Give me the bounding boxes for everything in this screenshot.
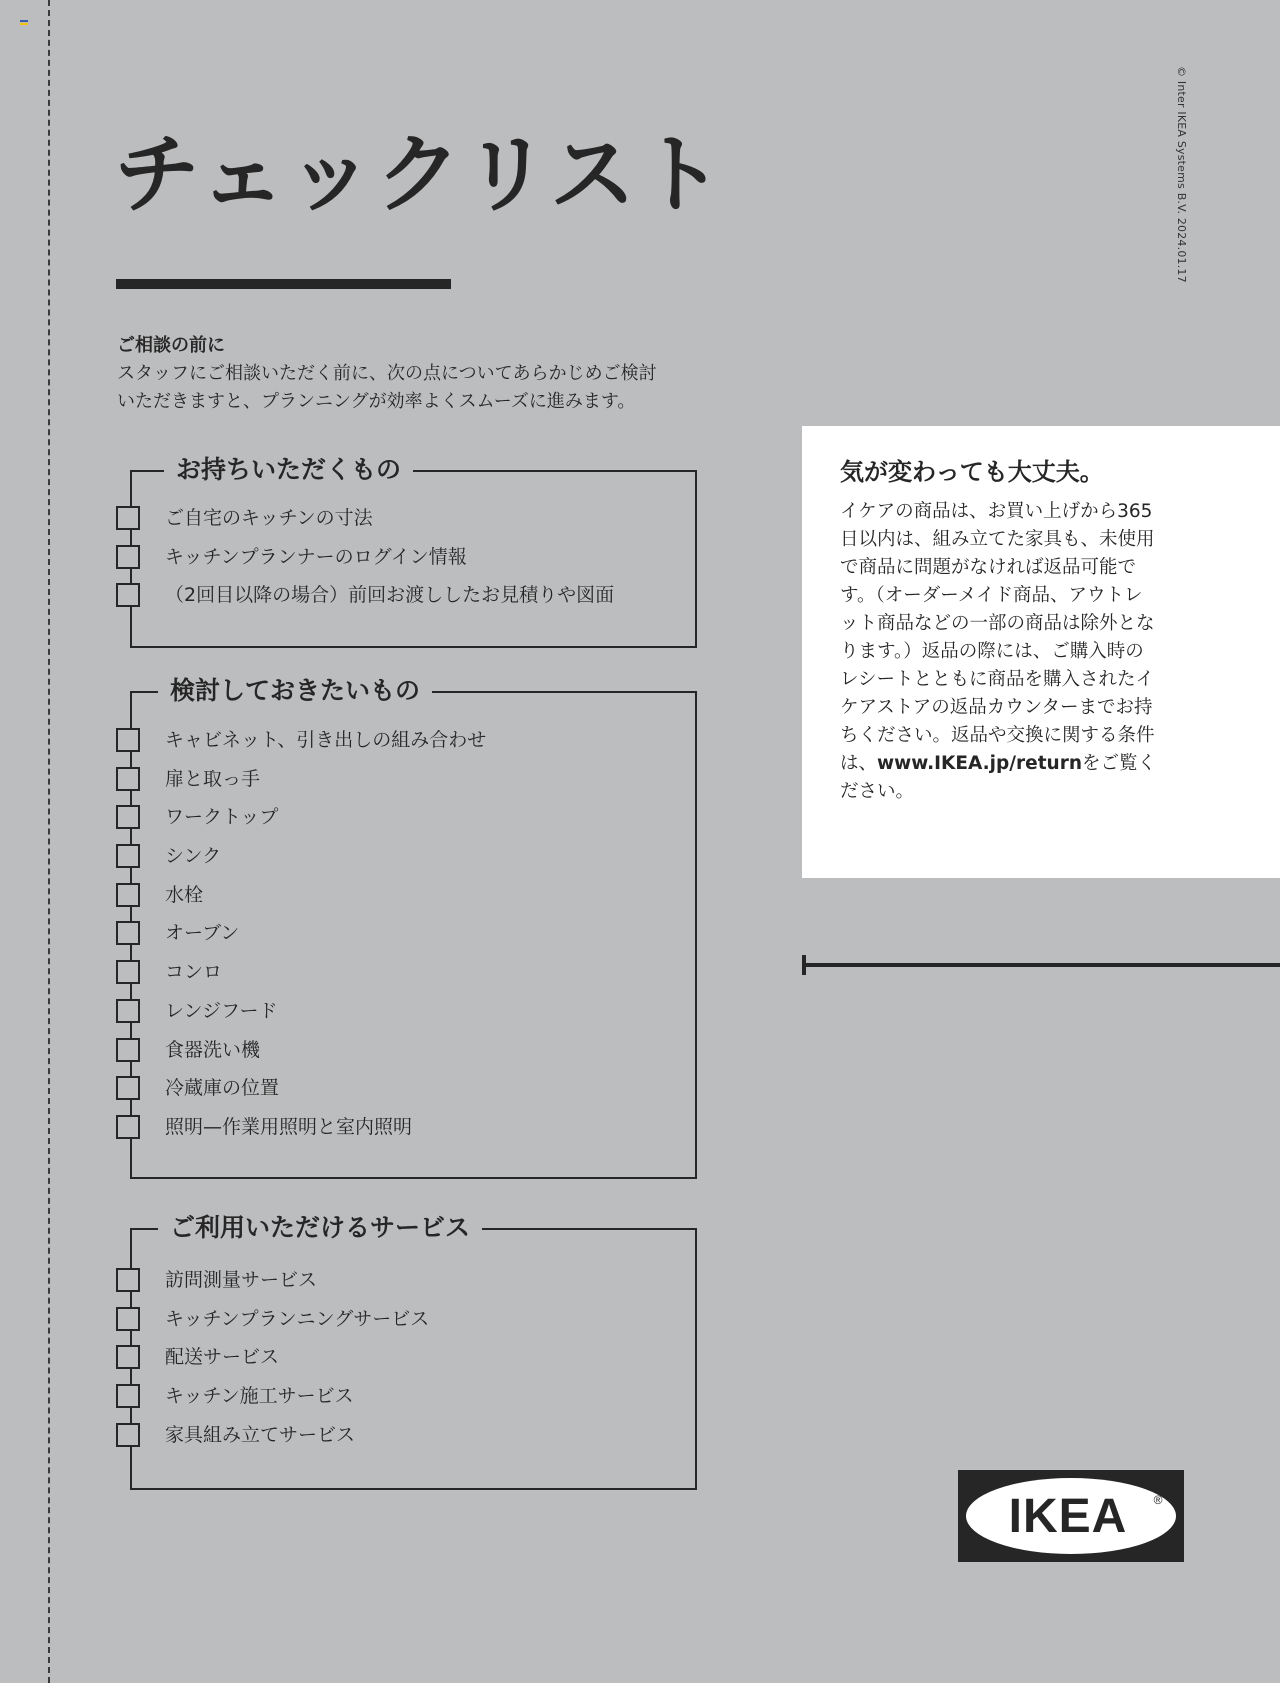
checklist-item-label: コンロ xyxy=(165,961,223,984)
corner-color-mark xyxy=(20,20,28,26)
checkbox[interactable] xyxy=(116,1345,140,1369)
checkbox[interactable] xyxy=(116,999,140,1023)
checkbox[interactable] xyxy=(116,844,140,868)
intro-heading: ご相談の前に xyxy=(117,335,225,356)
checkbox[interactable] xyxy=(116,583,140,607)
section-title: お持ちいただくもの xyxy=(164,454,413,486)
section-bring-items xyxy=(116,455,697,648)
section-consider-items xyxy=(116,676,697,1179)
checkbox[interactable] xyxy=(116,1038,140,1062)
checkbox[interactable] xyxy=(116,545,140,569)
checklist-item-label: ご自宅のキッチンの寸法 xyxy=(165,507,373,529)
title-underline xyxy=(116,279,451,289)
checkbox[interactable] xyxy=(116,1115,140,1139)
checklist-item-label: キャビネット、引き出しの組み合わせ xyxy=(165,729,487,751)
checklist-item-label: シンク xyxy=(165,845,222,868)
intro-text-line-2: いただきますと、プランニングが効率よくスムーズに進みます。 xyxy=(117,391,636,412)
checklist-item-label: 家具組み立てサービス xyxy=(165,1423,356,1446)
checklist-item-label: ワークトップ xyxy=(165,806,279,829)
return-policy-body: イケアの商品は、お買い上げから365日以内は、組み立てた家具も、未使用で商品に問題がなければ返品可能です。（オーダーメイド商品、アウトレット商品などの一部の商品は除外となります。）返品の際には、ご購入時のレシートとともに商品を購入されたイケアストアの返品カウンターまでお持ちください。返品や交換に関する条件は、 xyxy=(840,501,1155,774)
checkbox[interactable] xyxy=(116,921,140,945)
registered-mark: ® xyxy=(1153,1493,1163,1507)
checkbox[interactable] xyxy=(116,1307,140,1331)
ikea-logo-text: IKEA xyxy=(1008,1490,1128,1543)
checklist-item-label: 照明—作業用照明と室内照明 xyxy=(165,1115,413,1138)
timeline-line xyxy=(802,963,1280,967)
checkbox[interactable] xyxy=(116,506,140,530)
checkbox[interactable] xyxy=(116,1423,140,1447)
checklist-item-label: 水栓 xyxy=(165,883,204,906)
section-title: ご利用いただけるサービス xyxy=(158,1212,482,1244)
ikea-logo xyxy=(958,1470,1184,1562)
intro-block xyxy=(117,332,697,416)
intro-text-line-1: スタッフにご相談いただく前に、次の点についてあらかじめご検討 xyxy=(117,363,657,384)
checklist-item-label: （2回目以降の場合）前回お渡ししたお見積りや図面 xyxy=(165,584,615,607)
section-title: 検討しておきたいもの xyxy=(158,675,432,707)
checkbox[interactable] xyxy=(116,728,140,752)
checkbox[interactable] xyxy=(116,1076,140,1100)
checklist-item-label: 冷蔵庫の位置 xyxy=(165,1077,280,1100)
return-policy-box xyxy=(802,426,1280,878)
checkbox[interactable] xyxy=(116,960,140,984)
copyright-notice: © Inter IKEA Systems B.V. 2024.01.17 xyxy=(1175,66,1188,283)
checklist-item-label: オーブン xyxy=(165,922,240,945)
checklist-item-label: 配送サービス xyxy=(165,1346,280,1369)
checklist-item-label: 訪問測量サービス xyxy=(165,1269,318,1291)
checklist-item-label: キッチン施工サービス xyxy=(165,1385,354,1408)
return-policy-title: 気が変わっても大丈夫。 xyxy=(840,458,1104,486)
page-title: チェックリスト xyxy=(114,125,726,225)
checkbox[interactable] xyxy=(116,767,140,791)
checkbox[interactable] xyxy=(116,883,140,907)
cut-line xyxy=(48,0,50,1683)
checkbox[interactable] xyxy=(116,805,140,829)
checklist-item-label: レンジフード xyxy=(165,999,278,1022)
checklist-item-label: 扉と取っ手 xyxy=(165,767,261,790)
return-policy-link[interactable]: www.IKEA.jp/return xyxy=(877,753,1082,774)
section-services xyxy=(116,1213,697,1490)
return-policy-text xyxy=(840,498,1160,806)
checklist-item-label: 食器洗い機 xyxy=(165,1038,261,1061)
return-policy-body-end: をご覧ください。 xyxy=(840,753,1157,802)
checkbox[interactable] xyxy=(116,1384,140,1408)
checklist-item-label: キッチンプランナーのログイン情報 xyxy=(165,545,467,568)
checklist-item-label: キッチンプランニングサービス xyxy=(165,1307,430,1330)
checkbox[interactable] xyxy=(116,1268,140,1292)
